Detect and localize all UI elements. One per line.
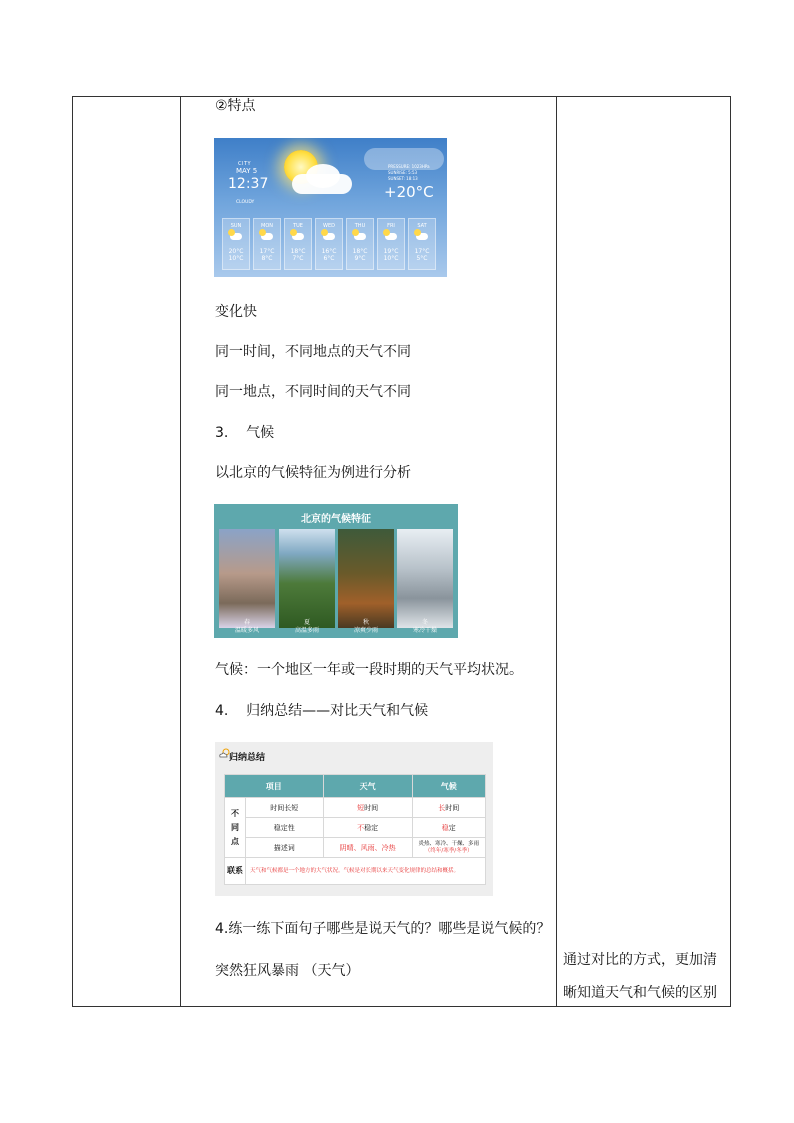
beijing-climate-image: [214, 504, 458, 638]
comparison-table: [224, 774, 486, 885]
row-weather: 不稳定: [323, 818, 412, 838]
row-climate: 长时间: [412, 798, 485, 818]
column-divider-2: [556, 97, 557, 1006]
row-climate: 稳定: [412, 818, 485, 838]
text-same-place: 同一地点，不同时间的天气不同: [215, 384, 411, 400]
side-label: 不同点: [225, 798, 246, 858]
row-climate: 炎热、寒冷、干燥、多雨 （终年/寒季/冬季）: [412, 838, 485, 858]
forecast-day: SAT 17°C 5°C: [408, 218, 436, 270]
remark-line-2: 晰知道天气和气候的区别: [563, 985, 717, 1001]
forecast-day: MON 17°C 8°C: [253, 218, 281, 270]
header-climate: 气候: [412, 775, 485, 798]
partly-cloudy-icon: [416, 233, 428, 240]
climate-definition: 气候：一个地区一年或一段时期的天气平均状况。: [215, 662, 523, 678]
feature-heading: ②特点: [215, 98, 256, 114]
remark-line-1: 通过对比的方式，更加清: [563, 952, 717, 968]
section-4-heading: 4. 归纳总结——对比天气和气候: [215, 703, 429, 719]
season-caption: 高温多雨: [294, 627, 319, 634]
season-winter-photo: 冬: [397, 529, 453, 628]
weather-forecast-image: [214, 138, 447, 277]
weather-date: MAY 5: [236, 167, 258, 175]
cloud-shape: [306, 164, 340, 188]
weather-city: CITY: [238, 161, 252, 167]
text-same-time: 同一时间，不同地点的天气不同: [215, 344, 411, 360]
header-item: 项目: [225, 775, 324, 798]
forecast-day: FRI 19°C 10°C: [377, 218, 405, 270]
row-weather: 短时间: [323, 798, 412, 818]
row-item: 描述词: [246, 838, 324, 858]
partly-cloudy-icon: [323, 233, 335, 240]
forecast-days: [222, 218, 436, 270]
forecast-day: THU 18°C 9°C: [346, 218, 374, 270]
header-weather: 天气: [323, 775, 412, 798]
column-divider-1: [180, 97, 181, 1006]
partly-cloudy-icon: [292, 233, 304, 240]
summary-card-image: [215, 742, 493, 896]
weather-info: PRESSURE: 1023HPa SUNRISE: 5:53 SUNSET: 18:13: [388, 164, 430, 181]
partly-cloudy-icon: [385, 233, 397, 240]
season-caption: 凉爽少雨: [353, 627, 378, 634]
partly-cloudy-icon: [261, 233, 273, 240]
weather-temperature: +20°C: [384, 183, 434, 201]
partly-cloudy-icon: [230, 233, 242, 240]
climate-image-title: 北京的气候特征: [301, 514, 371, 525]
season-spring-photo: 春: [219, 529, 275, 628]
link-label: 联系: [225, 858, 246, 885]
forecast-day: SUN 20°C 10°C: [222, 218, 250, 270]
practice-question: 4.练一练下面句子哪些是说天气的？哪些是说气候的？: [215, 921, 551, 937]
example-sentence: 突然狂风暴雨 （天气）: [215, 963, 360, 979]
row-item: 稳定性: [246, 818, 324, 838]
row-item: 时间长短: [246, 798, 324, 818]
weather-condition: CLOUDY: [236, 200, 255, 205]
link-text: 天气和气候都是一个地方的大气状况。气候是对长期以来天气变化规律的总结和概括。: [246, 858, 486, 885]
season-autumn-photo: 秋: [338, 529, 394, 628]
partly-cloudy-icon: [354, 233, 366, 240]
season-summer-photo: 夏: [279, 529, 335, 628]
season-caption: 寒冷干燥: [412, 627, 437, 634]
text-change-fast: 变化快: [215, 304, 257, 320]
weather-time: 12:37: [228, 176, 269, 192]
summary-title: 归纳总结: [229, 753, 266, 763]
forecast-day: WED 16°C 6°C: [315, 218, 343, 270]
text-beijing-example: 以北京的气候特征为例进行分析: [215, 465, 411, 481]
forecast-day: TUE 18°C 7°C: [284, 218, 312, 270]
row-weather: 阴晴、风雨、冷热: [323, 838, 412, 858]
section-3-heading: 3. 气候: [215, 425, 275, 441]
season-caption: 温暖多风: [234, 627, 259, 634]
